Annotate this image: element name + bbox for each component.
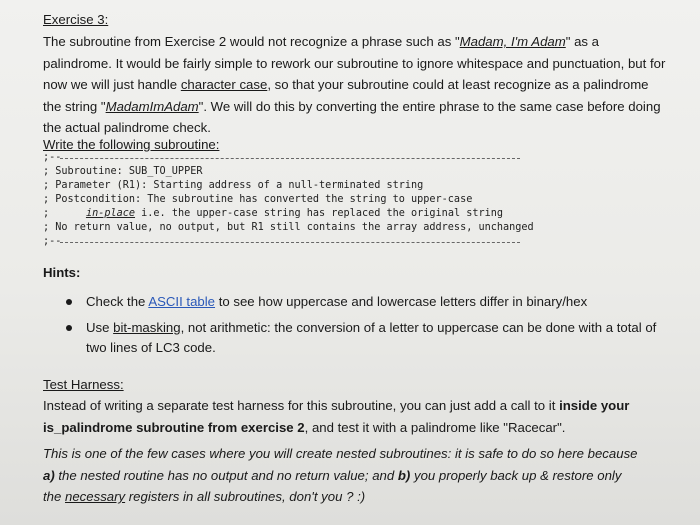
code-separator-top (60, 158, 520, 159)
code-line-3: ; Postcondition: The subroutine has converted the string to upper-case (43, 194, 473, 205)
ascii-table-link[interactable]: ASCII table (148, 294, 216, 309)
bullet-icon (66, 325, 72, 331)
intro-text-1: The subroutine from Exercise 2 would not recognize a phrase such as " (43, 34, 460, 49)
hint-1-text-1: Check the (86, 294, 149, 309)
intro-text-3: , so that your subroutine could at least recognize as a palindrome the string " (43, 77, 649, 114)
code-line-4-prefix: ; (43, 208, 86, 219)
code-line-1: ; Subroutine: SUB_TO_UPPER (43, 166, 203, 177)
code-line-4-rest: i.e. the upper-case string has replaced the original string (135, 208, 504, 219)
code-line-5: ; No return value, no output, but R1 still contains the array address, unchanged (43, 222, 534, 233)
intro-text-4: ". We will do this by converting the entire phrase to the same case before doing the actual palindrome check. (43, 98, 661, 135)
hint-1-text-2: to see how uppercase and lowercase letters differ in binary/hex (215, 294, 588, 309)
code-line-0: ;-- (43, 152, 62, 163)
code-line-4-term: in-place (85, 208, 136, 219)
note-text-2: the nested routine has no output and no return value; and (54, 467, 398, 483)
intro-paragraph (43, 31, 668, 139)
note-b: b) (397, 467, 411, 483)
code-line-4 (43, 207, 643, 221)
harness-bold: inside your is_palindrome subroutine from exercise 2 (43, 398, 630, 435)
intro-text-2: " as a palindrome. It would be fairly simple to rework our subroutine to ignore whitespace and punctuation, but for now we will just handle (43, 34, 666, 92)
hint-2-text-1: Use (86, 320, 114, 335)
note-text-4: registers in all subroutines, don't you ? :) (125, 489, 366, 504)
hints-heading: Hints: (43, 265, 81, 280)
list-item (66, 318, 666, 358)
intro-term: character case (180, 77, 268, 92)
write-heading: Write the following subroutine: (43, 137, 220, 152)
intro-example-1: Madam, I'm Adam (459, 34, 566, 49)
hint-2-term: bit-masking (113, 320, 181, 335)
note-necessary: necessary (65, 489, 126, 504)
exercise-title: Exercise 3: (43, 12, 109, 27)
harness-text-1: Instead of writing a separate test harness for this subroutine, you can just add a call to it (43, 398, 560, 413)
note-text-3: you properly back up & restore only the (43, 467, 622, 504)
list-item (66, 292, 666, 312)
intro-example-2: MadamImAdam (105, 98, 199, 114)
code-separator-bottom (60, 242, 520, 243)
nested-note-paragraph (43, 443, 638, 508)
code-line-2: ; Parameter (R1): Starting address of a null-terminated string (43, 180, 424, 191)
code-line-6: ;-- (43, 236, 62, 247)
harness-text-2: , and test it with a palindrome like "Racecar". (304, 419, 566, 435)
note-a: a) (43, 467, 55, 483)
bullet-icon (66, 299, 72, 305)
hints-list (66, 292, 666, 364)
note-text-1: This is one of the few cases where you will create nested subroutines: it is safe to do so here because (43, 446, 638, 461)
hint-2-text-2: , not arithmetic: the conversion of a letter to uppercase can be done with a total of two lines of LC3 code. (86, 320, 657, 355)
test-harness-heading: Test Harness: (43, 377, 124, 392)
test-harness-paragraph (43, 395, 633, 438)
